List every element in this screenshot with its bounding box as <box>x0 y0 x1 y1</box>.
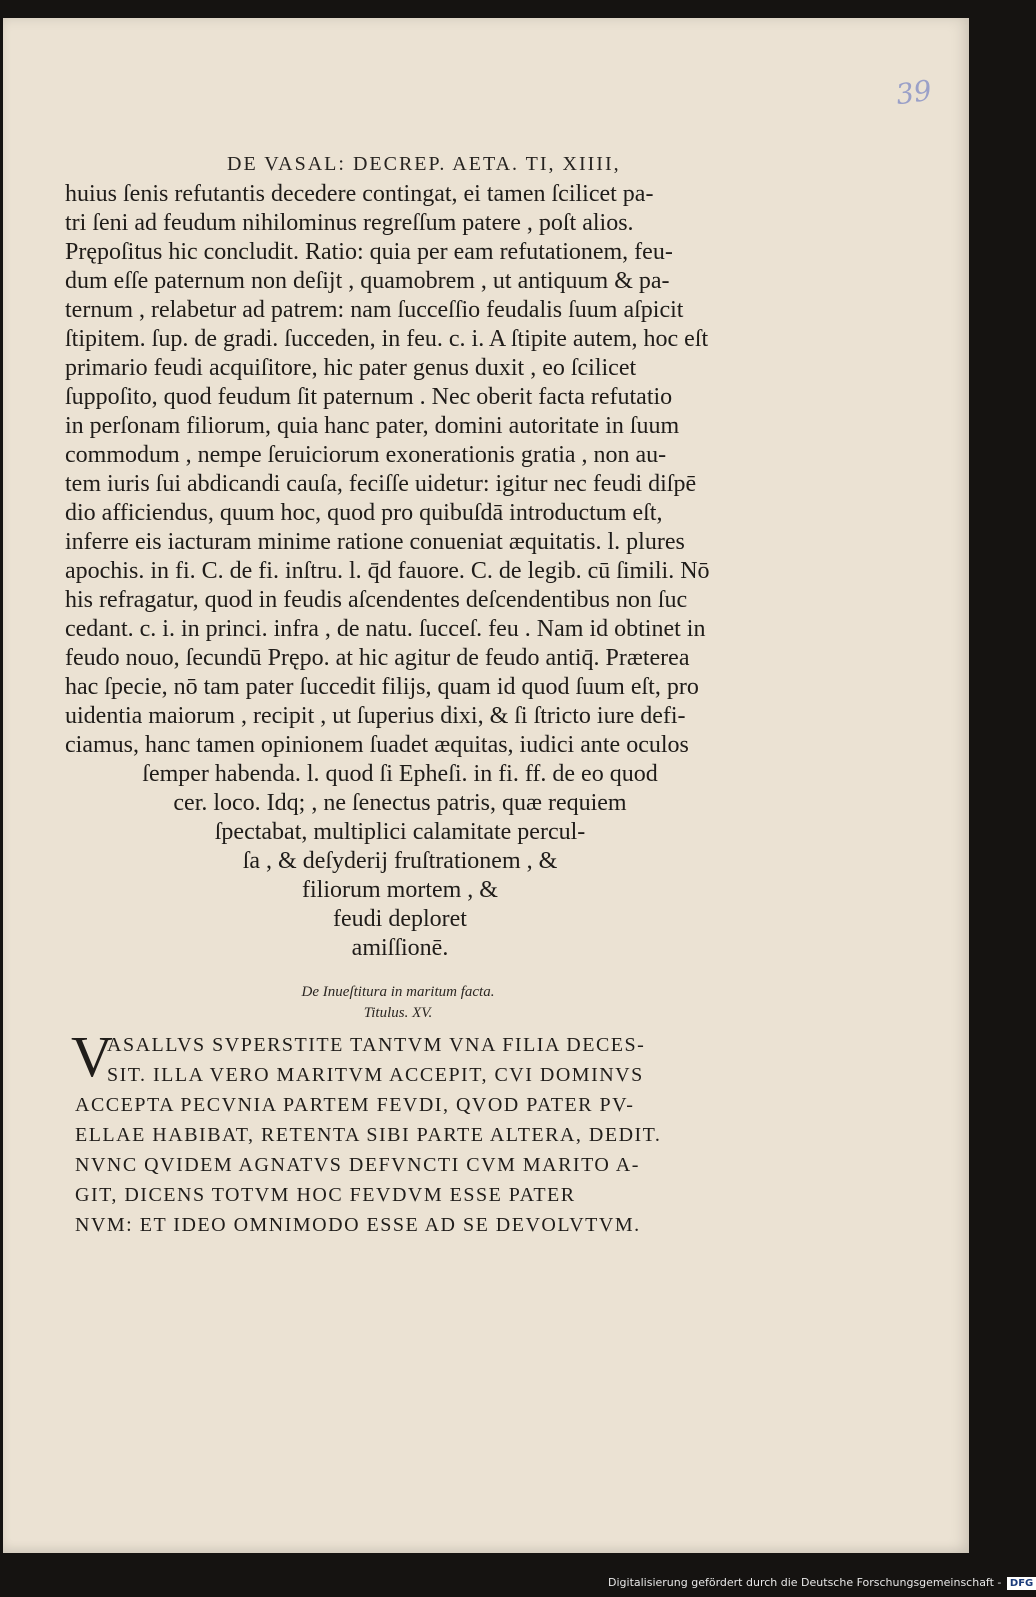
text-line: his refragatur, quod in feudis aſcendentes deſcendentibus non ſuc <box>65 587 688 613</box>
caps-line: GIT, DICENS TOTVM HOC FEVDVM ESSE PATER <box>75 1184 576 1206</box>
folio-number: 39 <box>893 73 934 112</box>
text-line: inferre eis iacturam minime ratione conueniat æquitatis. l. plures <box>65 529 685 555</box>
digitization-footer <box>608 1573 1034 1593</box>
body-text <box>65 180 735 963</box>
text-line: tem iuris ſui abdicandi cauſa, feciſſe uidetur: igitur nec feudi diſpē <box>65 471 697 497</box>
taper-line: cer. loco. Idq; , ne ſenectus patris, quæ requiem <box>173 790 627 816</box>
text-line: huius ſenis refutantis decedere contingat, ei tamen ſcilicet pa- <box>65 181 654 207</box>
text-line: apochis. in fi. C. de fi. inſtru. l. q̄d fauore. C. de legib. cū ſimili. Nō <box>65 558 710 584</box>
caps-line: ACCEPTA PECVNIA PARTEM FEVDI, QVOD PATER PV- <box>75 1094 635 1116</box>
taper-line: feudi deploret <box>333 906 467 932</box>
text-line: dum eſſe paternum non deſijt , quamobrem , ut antiquum & pa- <box>65 268 670 294</box>
text-line: dio afficiendus, quum hoc, quod pro quibuſdā introductum eſt, <box>65 500 663 526</box>
text-line: Prępoſitus hic concludit. Ratio: quia per eam refutationem, feu- <box>65 239 673 265</box>
footer-text: Digitalisierung gefördert durch die Deutsche Forschungsgemeinschaft - <box>608 1576 1002 1589</box>
text-line: primario feudi acquiſitore, hic pater genus duxit , eo ſcilicet <box>65 355 637 381</box>
text-line: ternum , relabetur ad patrem: nam ſucceſſio feudalis ſuum aſpicit <box>65 297 684 323</box>
drop-cap: V <box>71 1024 113 1089</box>
text-line: ciamus, hanc tamen opinionem ſuadet æquitas, iudici ante oculos <box>65 732 689 758</box>
text-line: ſuppoſito, quod feudum ſit paternum . Nec oberit facta refutatio <box>65 384 673 410</box>
text-line: in perſonam filiorum, quia hanc pater, domini autoritate in ſuum <box>65 413 680 439</box>
text-line: hac ſpecie, nō tam pater ſuccedit filijs, quam id quod ſuum eſt, pro <box>65 674 699 700</box>
caps-line: ELLAE HABIBAT, RETENTA SIBI PARTE ALTERA, DEDIT. <box>75 1124 662 1146</box>
text-line: commodum , nempe ſeruiciorum exonerationis gratia , non au- <box>65 442 667 468</box>
section-title: De Inueſtitura in maritum facta. <box>301 984 495 1000</box>
caps-line: NVNC QVIDEM AGNATVS DEFVNCTI CVM MARITO A- <box>75 1154 640 1176</box>
taper-line: amiſſionē. <box>351 935 449 961</box>
caps-line: SIT. ILLA VERO MARITVM ACCEPIT, CVI DOMINVS <box>107 1064 644 1086</box>
text-line: cedant. c. i. in princi. infra , de natu. ſucceſ. feu . Nam id obtinet in <box>65 616 706 642</box>
section-number: Titulus. XV. <box>363 1005 433 1021</box>
caps-line: NVM: ET IDEO OMNIMODO ESSE AD SE DEVOLVTVM. <box>75 1214 641 1236</box>
book-page <box>3 18 969 1553</box>
text-line: tri ſeni ad feudum nihilominus regreſſum patere , poſt alios. <box>65 210 634 236</box>
taper-line: ſemper habenda. l. quod ſi Epheſi. in fi. ff. de eo quod <box>142 761 658 787</box>
text-line: feudo nouo, ſecundū Prępo. at hic agitur de feudo antiq̄. Præterea <box>65 645 690 671</box>
taper-line: filiorum mortem , & <box>302 877 498 903</box>
running-head: DE VASAL: DECREP. AETA. TI, XIIII, <box>227 153 621 175</box>
capitals-paragraph <box>75 1030 662 1240</box>
dfg-logo: DFG <box>1007 1577 1036 1590</box>
caps-line: ASALLVS SVPERSTITE TANTVM VNA FILIA DECES- <box>107 1034 646 1056</box>
text-line: ſtipitem. ſup. de gradi. ſucceden, in feu. c. i. A ſtipite autem, hoc eſt <box>65 326 709 352</box>
taper-line: ſa , & deſyderij fruſtrationem , & <box>242 848 558 874</box>
text-line: uidentia maiorum , recipit , ut ſuperius dixi, & ſi ſtricto iure defi- <box>65 703 686 729</box>
taper-line: ſpectabat, multiplici calamitate percul- <box>214 819 586 845</box>
